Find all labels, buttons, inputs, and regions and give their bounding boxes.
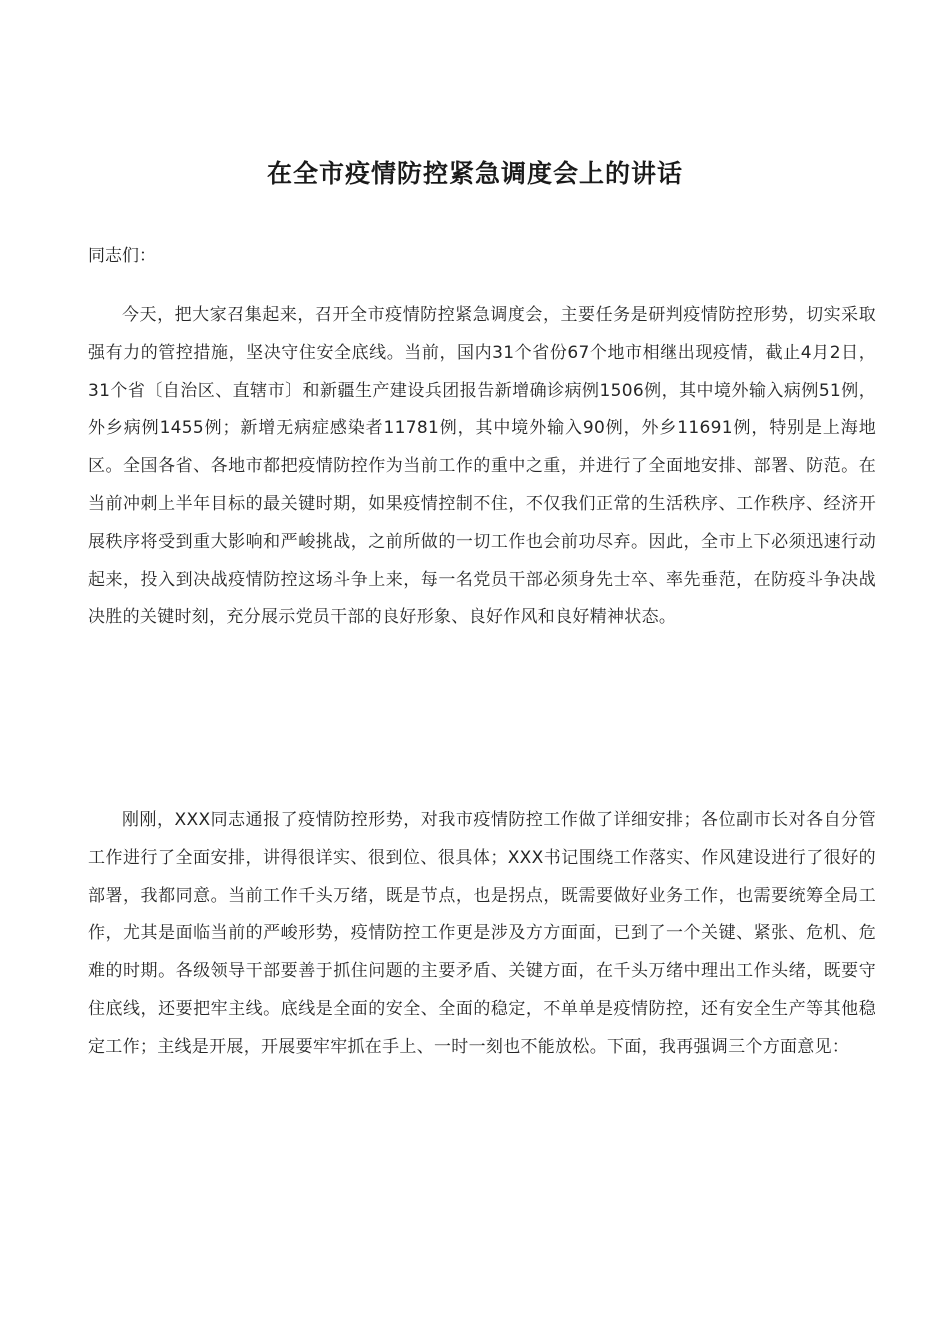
salutation: 同志们： — [88, 246, 156, 266]
page-title: 在全市疫情防控紧急调度会上的讲话 — [266, 159, 683, 188]
paragraph-1: 今天，把大家召集起来，召开全市疫情防控紧急调度会，主要任务是研判疫情防控形势，切实采取强有力的管控措施，坚决守住安全底线。当前，国内31个省份67个地市相继出现疫情，截止4月2日，31个省〔自治区、直辖市〕和新疆生产建设兵团报告新增确诊病例1506例，其中境外输入病例51例，外乡病例1455例；新增无病症感染者11781例，其中境外输入90例，外乡11691例，特别是上海地区。全国各省、各地市都把疫情防控作为当前工作的重中之重，并进行了全面地安排、部署、防范。在当前冲刺上半年目标的最关键时期，如果疫情控制不住，不仅我们正常的生活秩序、工作秩序、经济开展秩序将受到重大影响和严峻挑战，之前所做的一切工作也会前功尽弃。因此，全市上下必须迅速行动起来，投入到决战疫情防控这场斗争上来，每一名党员干部必须身先士卒、率先垂范，在防疫斗争决战决胜的关键时刻，充分展示党员干部的良好形象、良好作风和良好精神状态。 — [88, 305, 876, 628]
paragraph-2: 刚刚，XXX同志通报了疫情防控形势，对我市疫情防控工作做了详细安排；各位副市长对各自分管工作进行了全面安排，讲得很详实、很到位、很具体；XXX书记围绕工作落实、作风建设进行了很好的部署，我都同意。当前工作千头万绪，既是节点，也是拐点，既需要做好业务工作，也需要统筹全局工作，尤其是面临当前的严峻形势，疫情防控工作更是涉及方方面面，已到了一个关键、紧张、危机、危难的时期。各级领导干部要善于抓住问题的主要矛盾、关键方面，在千头万绪中理出工作头绪，既要守住底线，还要把牢主线。底线是全面的安全、全面的稳定，不单单是疫情防控，还有安全生产等其他稳定工作；主线是开展，开展要牢牢抓在手上、一时一刻也不能放松。下面，我再强调三个方面意见： — [88, 810, 876, 1057]
